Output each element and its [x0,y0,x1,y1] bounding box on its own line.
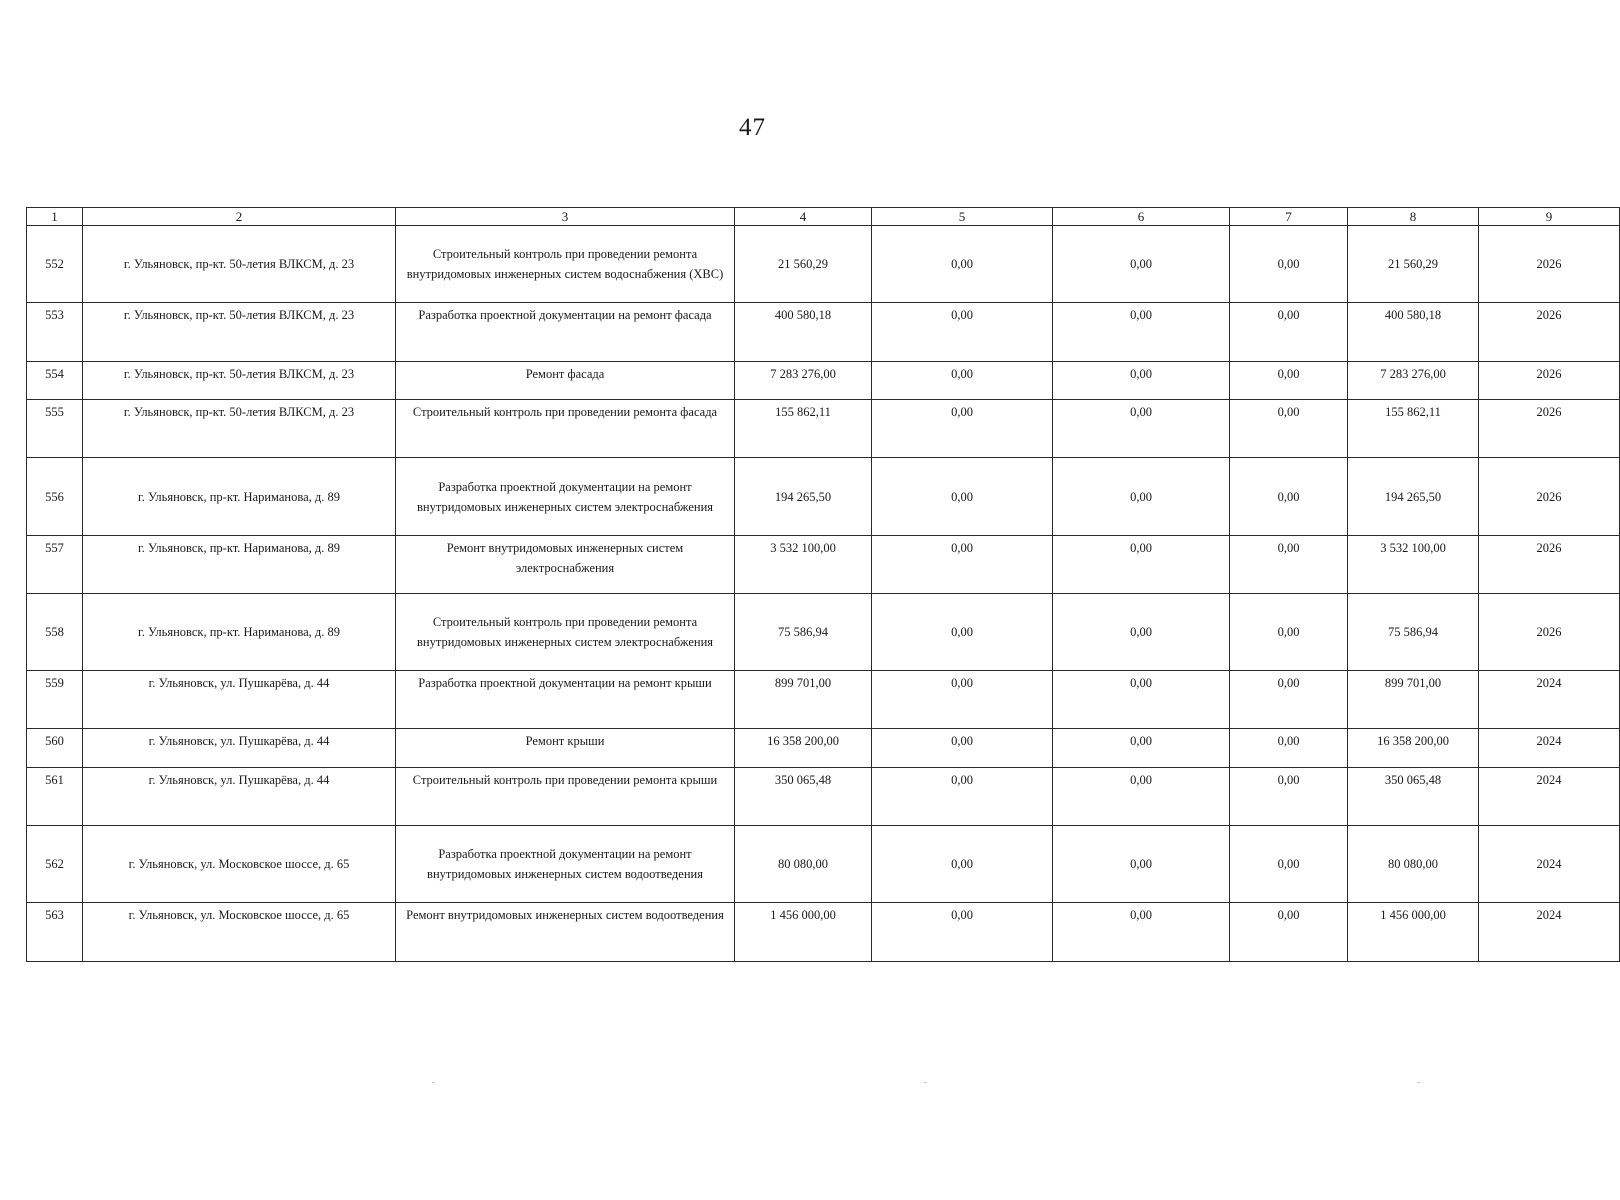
value-cell-6: 0,00 [1053,594,1230,671]
value-cell-4: 400 580,18 [735,303,872,362]
value-cell-7: 0,00 [1230,671,1348,729]
value-cell-4: 3 532 100,00 [735,536,872,594]
value-cell-6: 0,00 [1053,536,1230,594]
table-row [27,303,1620,362]
column-header: 9 [1479,208,1620,226]
table-row [27,729,1620,768]
value-cell-5: 0,00 [872,903,1053,962]
value-cell-4: 194 265,50 [735,458,872,536]
table-row [27,671,1620,729]
address-cell: г. Ульяновск, пр-кт. Нариманова, д. 89 [83,458,396,536]
value-cell-7: 0,00 [1230,594,1348,671]
address-cell: г. Ульяновск, пр-кт. 50-летия ВЛКСМ, д. 23 [83,400,396,458]
value-cell-7: 0,00 [1230,826,1348,903]
table-row [27,400,1620,458]
value-cell-7: 0,00 [1230,226,1348,303]
row-number-cell: 557 [27,536,83,594]
work-type-cell: Разработка проектной документации на ремонт крыши [396,671,735,729]
row-number-cell: 562 [27,826,83,903]
row-number-cell: 559 [27,671,83,729]
column-header: 6 [1053,208,1230,226]
work-type-cell: Ремонт фасада [396,362,735,400]
year-cell: 2026 [1479,536,1620,594]
year-cell: 2024 [1479,729,1620,768]
value-cell-4: 899 701,00 [735,671,872,729]
row-number-cell: 558 [27,594,83,671]
repair-register-table [26,207,1620,962]
value-cell-6: 0,00 [1053,768,1230,826]
row-number-cell: 556 [27,458,83,536]
value-cell-4: 155 862,11 [735,400,872,458]
table-row [27,362,1620,400]
value-cell-8: 75 586,94 [1348,594,1479,671]
table-row [27,536,1620,594]
work-type-cell: Ремонт внутридомовых инженерных систем водоотведения [396,903,735,962]
table-body [27,208,1620,962]
column-header: 3 [396,208,735,226]
year-cell: 2024 [1479,671,1620,729]
value-cell-8: 1 456 000,00 [1348,903,1479,962]
scan-speck [924,1082,926,1083]
value-cell-4: 80 080,00 [735,826,872,903]
row-number-cell: 560 [27,729,83,768]
value-cell-8: 194 265,50 [1348,458,1479,536]
address-cell: г. Ульяновск, ул. Пушкарёва, д. 44 [83,671,396,729]
address-cell: г. Ульяновск, пр-кт. 50-летия ВЛКСМ, д. 23 [83,226,396,303]
column-header: 4 [735,208,872,226]
value-cell-5: 0,00 [872,671,1053,729]
row-number-cell: 555 [27,400,83,458]
value-cell-4: 21 560,29 [735,226,872,303]
value-cell-5: 0,00 [872,362,1053,400]
address-cell: г. Ульяновск, пр-кт. Нариманова, д. 89 [83,594,396,671]
column-header: 1 [27,208,83,226]
work-type-cell: Ремонт крыши [396,729,735,768]
value-cell-8: 21 560,29 [1348,226,1479,303]
value-cell-5: 0,00 [872,458,1053,536]
year-cell: 2026 [1479,226,1620,303]
year-cell: 2026 [1479,303,1620,362]
address-cell: г. Ульяновск, ул. Пушкарёва, д. 44 [83,768,396,826]
value-cell-7: 0,00 [1230,536,1348,594]
table-row [27,594,1620,671]
value-cell-8: 80 080,00 [1348,826,1479,903]
work-type-cell: Строительный контроль при проведении ремонта фасада [396,400,735,458]
address-cell: г. Ульяновск, ул. Московское шоссе, д. 65 [83,903,396,962]
work-type-cell: Разработка проектной документации на ремонт внутридомовых инженерных систем водоотведения [396,826,735,903]
value-cell-8: 350 065,48 [1348,768,1479,826]
value-cell-5: 0,00 [872,226,1053,303]
address-cell: г. Ульяновск, пр-кт. 50-летия ВЛКСМ, д. 23 [83,362,396,400]
work-type-cell: Разработка проектной документации на ремонт внутридомовых инженерных систем электроснабжения [396,458,735,536]
work-type-cell: Строительный контроль при проведении ремонта крыши [396,768,735,826]
value-cell-6: 0,00 [1053,903,1230,962]
value-cell-6: 0,00 [1053,729,1230,768]
value-cell-5: 0,00 [872,536,1053,594]
value-cell-4: 1 456 000,00 [735,903,872,962]
work-type-cell: Разработка проектной документации на ремонт фасада [396,303,735,362]
value-cell-4: 16 358 200,00 [735,729,872,768]
value-cell-6: 0,00 [1053,362,1230,400]
scan-speck [432,1082,434,1083]
value-cell-8: 400 580,18 [1348,303,1479,362]
column-header: 7 [1230,208,1348,226]
address-cell: г. Ульяновск, пр-кт. Нариманова, д. 89 [83,536,396,594]
table-row [27,903,1620,962]
value-cell-7: 0,00 [1230,903,1348,962]
work-type-cell: Строительный контроль при проведении ремонта внутридомовых инженерных систем электроснабжения [396,594,735,671]
column-number-row [27,208,1620,226]
value-cell-7: 0,00 [1230,400,1348,458]
year-cell: 2026 [1479,362,1620,400]
page-number: 47 [739,114,766,141]
value-cell-4: 7 283 276,00 [735,362,872,400]
value-cell-4: 75 586,94 [735,594,872,671]
value-cell-4: 350 065,48 [735,768,872,826]
address-cell: г. Ульяновск, пр-кт. 50-летия ВЛКСМ, д. 23 [83,303,396,362]
value-cell-5: 0,00 [872,303,1053,362]
value-cell-7: 0,00 [1230,362,1348,400]
value-cell-6: 0,00 [1053,826,1230,903]
value-cell-5: 0,00 [872,729,1053,768]
year-cell: 2024 [1479,826,1620,903]
value-cell-6: 0,00 [1053,458,1230,536]
value-cell-6: 0,00 [1053,671,1230,729]
year-cell: 2026 [1479,458,1620,536]
value-cell-8: 155 862,11 [1348,400,1479,458]
value-cell-5: 0,00 [872,594,1053,671]
column-header: 8 [1348,208,1479,226]
value-cell-8: 16 358 200,00 [1348,729,1479,768]
work-type-cell: Строительный контроль при проведении ремонта внутридомовых инженерных систем водоснабжения (ХВС) [396,226,735,303]
value-cell-8: 7 283 276,00 [1348,362,1479,400]
value-cell-5: 0,00 [872,826,1053,903]
row-number-cell: 561 [27,768,83,826]
value-cell-8: 899 701,00 [1348,671,1479,729]
year-cell: 2024 [1479,903,1620,962]
table-row [27,826,1620,903]
value-cell-6: 0,00 [1053,303,1230,362]
value-cell-7: 0,00 [1230,303,1348,362]
row-number-cell: 563 [27,903,83,962]
year-cell: 2024 [1479,768,1620,826]
value-cell-5: 0,00 [872,768,1053,826]
table-row [27,458,1620,536]
value-cell-7: 0,00 [1230,768,1348,826]
column-header: 2 [83,208,396,226]
address-cell: г. Ульяновск, ул. Московское шоссе, д. 65 [83,826,396,903]
year-cell: 2026 [1479,594,1620,671]
value-cell-5: 0,00 [872,400,1053,458]
table-row [27,226,1620,303]
row-number-cell: 552 [27,226,83,303]
value-cell-8: 3 532 100,00 [1348,536,1479,594]
value-cell-6: 0,00 [1053,226,1230,303]
value-cell-7: 0,00 [1230,729,1348,768]
value-cell-7: 0,00 [1230,458,1348,536]
scan-speck [1418,1082,1420,1083]
value-cell-6: 0,00 [1053,400,1230,458]
work-type-cell: Ремонт внутридомовых инженерных систем электроснабжения [396,536,735,594]
row-number-cell: 553 [27,303,83,362]
table-row [27,768,1620,826]
column-header: 5 [872,208,1053,226]
year-cell: 2026 [1479,400,1620,458]
address-cell: г. Ульяновск, ул. Пушкарёва, д. 44 [83,729,396,768]
row-number-cell: 554 [27,362,83,400]
